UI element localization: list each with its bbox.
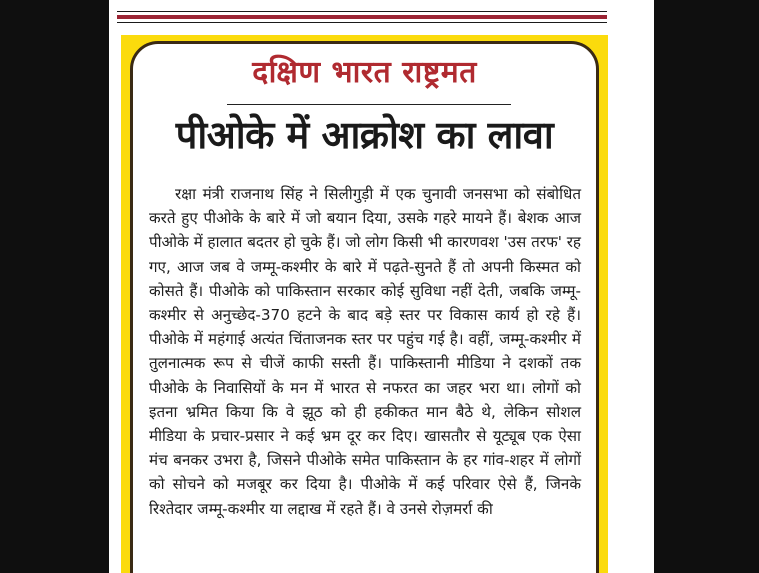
top-rule-thin-lower [117, 22, 607, 23]
editorial-box [130, 41, 599, 573]
top-rule-band [117, 15, 607, 19]
masthead-title: दक्षिण भारत राष्ट्रमत [252, 55, 477, 90]
newspaper-page [109, 0, 654, 573]
masthead-divider [227, 104, 511, 105]
article-headline: पीओके में आक्रोश का लावा [175, 113, 554, 157]
article-body: रक्षा मंत्री राजनाथ सिंह ने सिलीगुड़ी में एक चुनावी जनसभा को संबोधित करते हुए पीओके के बारे में जो बयान दिया, उसके गहरे मायने हैं। बेशक आज पीओके में हालात बदतर हो चुके हैं। जो लोग किसी भी कारणवश 'उस तरफ' रह गए, आज जब वे जम्मू-कश्मीर के बारे में पढ़ते-सुनते हैं तो अपनी किस्मत को कोसते हैं। पीओके को पाकिस्तान सरकार कोई सुविधा नहीं देती, जबकि जम्मू-कश्मीर से अनुच्छेद-370 हटने के बाद बड़े स्तर पर विकास कार्य हो रहे हैं। पीओके में महंगाई अत्यंत चिंताजनक स्तर पर पहुंच गई है। वहीं, जम्मू-कश्मीर में तुलनात्मक रूप से चीजें काफी सस्ती हैं। पाकिस्तानी मीडिया ने दशकों तक पीओके के निवासियों के मन में भारत से नफरत का जहर भरा था। लोगों को इतना भ्रमित किया कि वे झूठ को ही हकीकत मान बैठे थे, लेकिन सोशल मीडिया के प्रचार-प्रसार ने कई भ्रम दूर कर दिए। खासतौर से यूट्यूब एक ऐसा मंच बनकर उभरा है, जिसने पीओके समेत पाकिस्तान के हर गांव-शहर में लोगों को सोचने को मजबूर कर दिया है। पीओके में कई परिवार ऐसे हैं, जिनके रिश्तेदार जम्मू-कश्मीर या लद्दाख में रहते हैं। वे उनसे रोज़मर्रा की [149, 185, 581, 518]
top-rule-thin-upper [117, 11, 607, 12]
